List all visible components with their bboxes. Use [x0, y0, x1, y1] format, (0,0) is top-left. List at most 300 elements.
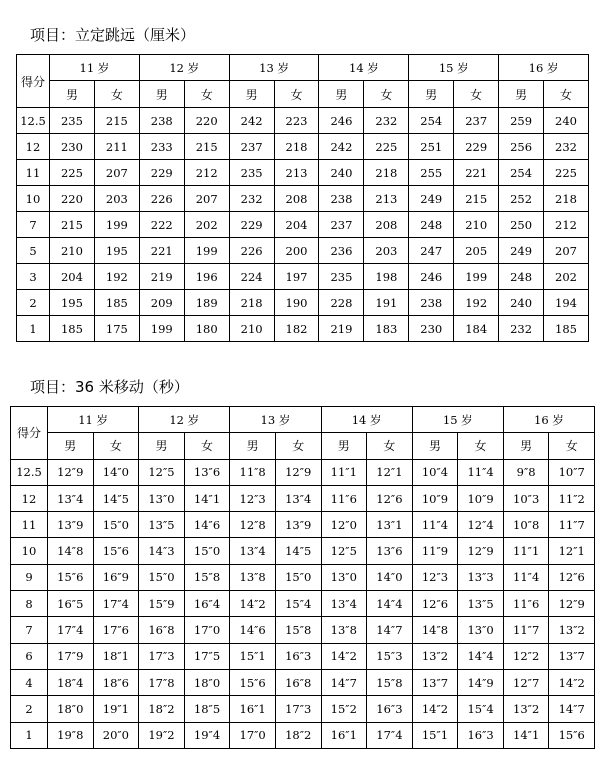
value-cell: 13″4 [321, 591, 367, 617]
value-cell: 16″1 [230, 696, 276, 722]
male-header: 男 [499, 81, 544, 108]
value-cell: 17″0 [184, 617, 230, 643]
male-header: 男 [319, 81, 364, 108]
value-cell: 223 [274, 108, 319, 134]
value-cell: 14″6 [184, 512, 230, 538]
age-header: 16 岁 [503, 407, 594, 433]
score-cell: 1 [17, 316, 50, 342]
female-header: 女 [94, 81, 139, 108]
value-cell: 16″8 [275, 669, 321, 695]
value-cell: 13″9 [275, 512, 321, 538]
value-cell: 185 [544, 316, 589, 342]
value-cell: 13″8 [230, 564, 276, 590]
value-cell: 14″4 [458, 643, 504, 669]
value-cell: 247 [409, 238, 454, 264]
value-cell: 13″4 [275, 485, 321, 511]
value-cell: 13″8 [321, 617, 367, 643]
value-cell: 13″5 [458, 591, 504, 617]
value-cell: 12″0 [321, 512, 367, 538]
value-cell: 256 [499, 134, 544, 160]
male-header: 男 [229, 81, 274, 108]
value-cell: 10″9 [458, 485, 504, 511]
age-header: 11 岁 [50, 55, 140, 81]
value-cell: 235 [50, 108, 95, 134]
value-cell: 215 [184, 134, 229, 160]
value-cell: 15″6 [549, 722, 595, 748]
value-cell: 12″6 [412, 591, 458, 617]
value-cell: 208 [364, 212, 409, 238]
value-cell: 14″6 [230, 617, 276, 643]
value-cell: 14″8 [412, 617, 458, 643]
value-cell: 13″6 [367, 538, 413, 564]
value-cell: 14″5 [93, 485, 139, 511]
value-cell: 228 [319, 290, 364, 316]
value-cell: 229 [229, 212, 274, 238]
age-header: 13 岁 [229, 55, 319, 81]
table-row [11, 643, 595, 669]
score-cell: 11 [17, 160, 50, 186]
value-cell: 16″3 [458, 722, 504, 748]
value-cell: 232 [499, 316, 544, 342]
age-header: 13 岁 [230, 407, 321, 433]
value-cell: 13″5 [139, 512, 185, 538]
value-cell: 15″0 [93, 512, 139, 538]
value-cell: 199 [184, 238, 229, 264]
value-cell: 14″7 [549, 696, 595, 722]
score-cell: 7 [17, 212, 50, 238]
value-cell: 204 [50, 264, 95, 290]
value-cell: 12″3 [230, 485, 276, 511]
value-cell: 18″2 [275, 722, 321, 748]
value-cell: 14″0 [93, 459, 139, 485]
table-row [11, 512, 595, 538]
value-cell: 11″1 [321, 459, 367, 485]
value-cell: 16″3 [367, 696, 413, 722]
value-cell: 240 [499, 290, 544, 316]
value-cell: 17″4 [367, 722, 413, 748]
value-cell: 212 [544, 212, 589, 238]
value-cell: 249 [409, 186, 454, 212]
value-cell: 12″9 [48, 459, 94, 485]
table-row [17, 108, 589, 134]
value-cell: 11″6 [503, 591, 549, 617]
value-cell: 194 [544, 290, 589, 316]
value-cell: 17″8 [139, 669, 185, 695]
jump-table-title: 项目：立定跳远（厘米） [30, 26, 196, 44]
value-cell: 13″6 [184, 459, 230, 485]
score-cell: 9 [11, 564, 48, 590]
value-cell: 237 [319, 212, 364, 238]
value-cell: 182 [274, 316, 319, 342]
table-row [17, 134, 589, 160]
value-cell: 208 [274, 186, 319, 212]
value-cell: 242 [229, 108, 274, 134]
value-cell: 205 [454, 238, 499, 264]
value-cell: 189 [184, 290, 229, 316]
value-cell: 195 [50, 290, 95, 316]
table-row [11, 564, 595, 590]
table-row [11, 538, 595, 564]
value-cell: 218 [544, 186, 589, 212]
value-cell: 14″7 [321, 669, 367, 695]
value-cell: 11″4 [458, 459, 504, 485]
value-cell: 215 [50, 212, 95, 238]
value-cell: 199 [454, 264, 499, 290]
value-cell: 14″3 [139, 538, 185, 564]
run-table-title: 项目：36 米移动（秒） [30, 378, 189, 396]
value-cell: 12″1 [367, 459, 413, 485]
value-cell: 12″6 [367, 485, 413, 511]
value-cell: 211 [94, 134, 139, 160]
value-cell: 13″0 [139, 485, 185, 511]
value-cell: 17″6 [93, 617, 139, 643]
value-cell: 14″7 [367, 617, 413, 643]
value-cell: 19″4 [184, 722, 230, 748]
value-cell: 13″0 [458, 617, 504, 643]
female-header: 女 [93, 433, 139, 459]
value-cell: 15″2 [321, 696, 367, 722]
table-row [17, 290, 589, 316]
table-row [17, 186, 589, 212]
value-cell: 219 [319, 316, 364, 342]
value-cell: 12″9 [458, 538, 504, 564]
value-cell: 235 [319, 264, 364, 290]
value-cell: 235 [229, 160, 274, 186]
value-cell: 200 [274, 238, 319, 264]
male-header: 男 [50, 81, 95, 108]
value-cell: 218 [364, 160, 409, 186]
value-cell: 11″1 [503, 538, 549, 564]
age-header: 15 岁 [412, 407, 503, 433]
value-cell: 220 [184, 108, 229, 134]
value-cell: 16″8 [139, 617, 185, 643]
value-cell: 12″5 [321, 538, 367, 564]
score-cell: 12 [11, 485, 48, 511]
score-cell: 12.5 [11, 459, 48, 485]
value-cell: 14″2 [549, 669, 595, 695]
value-cell: 240 [319, 160, 364, 186]
value-cell: 17″0 [230, 722, 276, 748]
value-cell: 15″1 [230, 643, 276, 669]
value-cell: 14″1 [503, 722, 549, 748]
value-cell: 204 [274, 212, 319, 238]
value-cell: 15″1 [412, 722, 458, 748]
header-row-age [17, 55, 589, 81]
value-cell: 17″3 [275, 696, 321, 722]
female-header: 女 [544, 81, 589, 108]
value-cell: 207 [94, 160, 139, 186]
value-cell: 10″7 [549, 459, 595, 485]
value-cell: 259 [499, 108, 544, 134]
value-cell: 185 [94, 290, 139, 316]
value-cell: 252 [499, 186, 544, 212]
table-row [11, 696, 595, 722]
value-cell: 10″3 [503, 485, 549, 511]
value-cell: 12″2 [503, 643, 549, 669]
value-cell: 195 [94, 238, 139, 264]
male-header: 男 [139, 81, 184, 108]
value-cell: 14″0 [367, 564, 413, 590]
value-cell: 15″3 [367, 643, 413, 669]
value-cell: 248 [409, 212, 454, 238]
value-cell: 210 [229, 316, 274, 342]
female-header: 女 [364, 81, 409, 108]
table-row [17, 238, 589, 264]
score-cell: 2 [11, 696, 48, 722]
male-header: 男 [409, 81, 454, 108]
table-row [11, 669, 595, 695]
female-header: 女 [458, 433, 504, 459]
value-cell: 17″4 [93, 591, 139, 617]
value-cell: 19″8 [48, 722, 94, 748]
value-cell: 13″3 [458, 564, 504, 590]
female-header: 女 [274, 81, 319, 108]
value-cell: 191 [364, 290, 409, 316]
value-cell: 202 [184, 212, 229, 238]
value-cell: 11″9 [412, 538, 458, 564]
value-cell: 17″3 [139, 643, 185, 669]
age-header: 12 岁 [139, 55, 229, 81]
value-cell: 16″3 [275, 643, 321, 669]
value-cell: 226 [139, 186, 184, 212]
value-cell: 232 [229, 186, 274, 212]
value-cell: 18″1 [93, 643, 139, 669]
score-cell: 2 [17, 290, 50, 316]
value-cell: 14″9 [458, 669, 504, 695]
value-cell: 10″8 [503, 512, 549, 538]
value-cell: 16″1 [321, 722, 367, 748]
value-cell: 12″7 [503, 669, 549, 695]
male-header: 男 [48, 433, 94, 459]
score-cell: 12 [17, 134, 50, 160]
value-cell: 12″5 [139, 459, 185, 485]
value-cell: 224 [229, 264, 274, 290]
value-cell: 254 [409, 108, 454, 134]
score-cell: 8 [11, 591, 48, 617]
table-row [11, 617, 595, 643]
score-cell: 3 [17, 264, 50, 290]
score-cell: 11 [11, 512, 48, 538]
value-cell: 225 [364, 134, 409, 160]
value-cell: 248 [499, 264, 544, 290]
value-cell: 246 [319, 108, 364, 134]
female-header: 女 [184, 433, 230, 459]
value-cell: 198 [364, 264, 409, 290]
value-cell: 196 [184, 264, 229, 290]
value-cell: 11″7 [549, 512, 595, 538]
value-cell: 10″9 [412, 485, 458, 511]
value-cell: 13″7 [549, 643, 595, 669]
value-cell: 14″8 [48, 538, 94, 564]
value-cell: 212 [184, 160, 229, 186]
value-cell: 192 [94, 264, 139, 290]
value-cell: 246 [409, 264, 454, 290]
value-cell: 13″9 [48, 512, 94, 538]
value-cell: 16″5 [48, 591, 94, 617]
value-cell: 13″2 [549, 617, 595, 643]
value-cell: 222 [139, 212, 184, 238]
value-cell: 12″6 [549, 564, 595, 590]
value-cell: 202 [544, 264, 589, 290]
male-header: 男 [139, 433, 185, 459]
value-cell: 210 [50, 238, 95, 264]
value-cell: 218 [229, 290, 274, 316]
value-cell: 237 [454, 108, 499, 134]
value-cell: 19″2 [139, 722, 185, 748]
value-cell: 190 [274, 290, 319, 316]
value-cell: 15″6 [93, 538, 139, 564]
value-cell: 14″5 [275, 538, 321, 564]
value-cell: 15″0 [139, 564, 185, 590]
score-cell: 12.5 [17, 108, 50, 134]
value-cell: 180 [184, 316, 229, 342]
table-row [17, 264, 589, 290]
value-cell: 12″9 [549, 591, 595, 617]
value-cell: 215 [94, 108, 139, 134]
value-cell: 203 [94, 186, 139, 212]
value-cell: 249 [499, 238, 544, 264]
value-cell: 11″4 [412, 512, 458, 538]
age-header: 11 岁 [48, 407, 139, 433]
value-cell: 215 [454, 186, 499, 212]
score-cell: 4 [11, 669, 48, 695]
value-cell: 16″9 [93, 564, 139, 590]
value-cell: 185 [50, 316, 95, 342]
value-cell: 220 [50, 186, 95, 212]
value-cell: 15″8 [275, 617, 321, 643]
score-cell: 10 [17, 186, 50, 212]
value-cell: 229 [454, 134, 499, 160]
value-cell: 15″4 [275, 591, 321, 617]
value-cell: 11″6 [321, 485, 367, 511]
value-cell: 11″4 [503, 564, 549, 590]
male-header: 男 [503, 433, 549, 459]
score-cell: 1 [11, 722, 48, 748]
value-cell: 14″4 [367, 591, 413, 617]
table-row [17, 316, 589, 342]
value-cell: 12″9 [275, 459, 321, 485]
value-cell: 18″6 [93, 669, 139, 695]
value-cell: 19″1 [93, 696, 139, 722]
score-cell: 10 [11, 538, 48, 564]
value-cell: 16″4 [184, 591, 230, 617]
value-cell: 210 [454, 212, 499, 238]
value-cell: 213 [274, 160, 319, 186]
value-cell: 18″4 [48, 669, 94, 695]
age-header: 14 岁 [321, 407, 412, 433]
value-cell: 12″3 [412, 564, 458, 590]
value-cell: 14″2 [230, 591, 276, 617]
value-cell: 238 [319, 186, 364, 212]
value-cell: 199 [139, 316, 184, 342]
value-cell: 229 [139, 160, 184, 186]
value-cell: 13″2 [503, 696, 549, 722]
table-row [11, 591, 595, 617]
value-cell: 219 [139, 264, 184, 290]
value-cell: 242 [319, 134, 364, 160]
value-cell: 197 [274, 264, 319, 290]
value-cell: 255 [409, 160, 454, 186]
table-row [11, 485, 595, 511]
value-cell: 13″2 [412, 643, 458, 669]
value-cell: 13″0 [321, 564, 367, 590]
female-header: 女 [367, 433, 413, 459]
age-header: 14 岁 [319, 55, 409, 81]
age-header: 12 岁 [139, 407, 230, 433]
value-cell: 230 [409, 316, 454, 342]
age-header: 15 岁 [409, 55, 499, 81]
value-cell: 232 [364, 108, 409, 134]
value-cell: 207 [544, 238, 589, 264]
value-cell: 14″2 [321, 643, 367, 669]
female-header: 女 [549, 433, 595, 459]
value-cell: 12″8 [230, 512, 276, 538]
value-cell: 20″0 [93, 722, 139, 748]
value-cell: 238 [409, 290, 454, 316]
value-cell: 13″4 [48, 485, 94, 511]
female-header: 女 [275, 433, 321, 459]
value-cell: 254 [499, 160, 544, 186]
value-cell: 10″4 [412, 459, 458, 485]
male-header: 男 [412, 433, 458, 459]
value-cell: 11″8 [230, 459, 276, 485]
value-cell: 225 [50, 160, 95, 186]
value-cell: 203 [364, 238, 409, 264]
age-header: 16 岁 [499, 55, 589, 81]
value-cell: 13″1 [367, 512, 413, 538]
value-cell: 175 [94, 316, 139, 342]
value-cell: 199 [94, 212, 139, 238]
value-cell: 226 [229, 238, 274, 264]
header-row-age [11, 407, 595, 433]
value-cell: 11″2 [549, 485, 595, 511]
value-cell: 250 [499, 212, 544, 238]
value-cell: 207 [184, 186, 229, 212]
value-cell: 18″0 [48, 696, 94, 722]
value-cell: 232 [544, 134, 589, 160]
value-cell: 15″0 [275, 564, 321, 590]
header-row-gender [17, 81, 589, 108]
value-cell: 238 [139, 108, 184, 134]
score-header: 得分 [17, 55, 50, 108]
value-cell: 251 [409, 134, 454, 160]
value-cell: 15″8 [184, 564, 230, 590]
score-cell: 5 [17, 238, 50, 264]
value-cell: 11″7 [503, 617, 549, 643]
shuttle-run-36m-table [10, 406, 595, 749]
table-row [11, 722, 595, 748]
value-cell: 230 [50, 134, 95, 160]
value-cell: 15″4 [458, 696, 504, 722]
header-row-gender [11, 433, 595, 459]
value-cell: 209 [139, 290, 184, 316]
standing-long-jump-table [16, 54, 589, 342]
value-cell: 184 [454, 316, 499, 342]
value-cell: 17″9 [48, 643, 94, 669]
value-cell: 18″5 [184, 696, 230, 722]
value-cell: 15″8 [367, 669, 413, 695]
value-cell: 13″7 [412, 669, 458, 695]
value-cell: 183 [364, 316, 409, 342]
table-row [11, 459, 595, 485]
value-cell: 14″1 [184, 485, 230, 511]
value-cell: 233 [139, 134, 184, 160]
value-cell: 225 [544, 160, 589, 186]
value-cell: 17″5 [184, 643, 230, 669]
value-cell: 12″1 [549, 538, 595, 564]
female-header: 女 [454, 81, 499, 108]
value-cell: 221 [139, 238, 184, 264]
